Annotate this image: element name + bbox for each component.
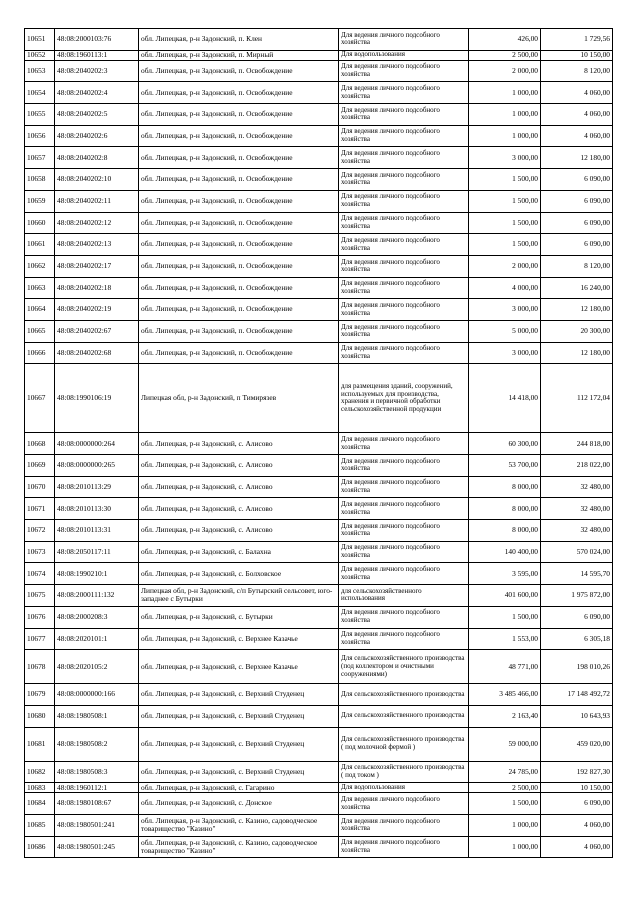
cadastral-cost-cell: 112 172,04 [541,364,613,433]
row-number-cell: 10658 [25,169,55,191]
row-number-cell: 10674 [25,563,55,585]
cadastral-number-cell: 48:08:2010113:31 [55,520,139,542]
address-cell: обл. Липецкая, р-н Задонский, п. Освобождение [139,147,339,169]
area-value-cell: 2 163,40 [469,705,541,727]
cadastral-cost-cell: 4 060,00 [541,104,613,126]
address-cell: Липецкая обл, р-н Задонский, с/п Бутырский сельсовет, юго-западнее с Бутырки [139,585,339,607]
area-value-cell: 2 500,00 [469,50,541,60]
cadastral-number-cell: 48:08:0000000:166 [55,684,139,706]
cadastral-cost-cell: 14 595,70 [541,563,613,585]
row-number-cell: 10677 [25,628,55,650]
permitted-use-cell: Для ведения личного подсобного хозяйства [339,476,469,498]
cadastral-number-cell: 48:08:2040202:8 [55,147,139,169]
address-cell: обл. Липецкая, р-н Задонский, п. Освобождение [139,277,339,299]
area-value-cell: 1 500,00 [469,606,541,628]
table-row [25,650,613,684]
cadastral-number-cell: 48:08:2040202:17 [55,255,139,277]
cadastral-cost-cell: 1 975 872,00 [541,585,613,607]
address-cell: обл. Липецкая, р-н Задонский, п. Мирный [139,50,339,60]
address-cell: обл. Липецкая, р-н Задонский, п. Освобождение [139,342,339,364]
cadastral-cost-cell: 4 060,00 [541,82,613,104]
cadastral-cost-cell: 17 148 492,72 [541,684,613,706]
address-cell: обл. Липецкая, р-н Задонский, п. Освобождение [139,104,339,126]
permitted-use-cell: Для ведения личного подсобного хозяйства [339,814,469,836]
row-number-cell: 10651 [25,29,55,51]
address-cell: обл. Липецкая, р-н Задонский, с. Верхнее Казачье [139,650,339,684]
area-value-cell: 3 000,00 [469,299,541,321]
row-number-cell: 10676 [25,606,55,628]
area-value-cell: 1 500,00 [469,212,541,234]
address-cell: обл. Липецкая, р-н Задонский, с. Алисово [139,455,339,477]
address-cell: обл. Липецкая, р-н Задонский, с. Гагарино [139,783,339,793]
area-value-cell: 1 000,00 [469,82,541,104]
cadastral-number-cell: 48:08:2040202:4 [55,82,139,104]
permitted-use-cell: Для ведения личного подсобного хозяйства [339,255,469,277]
cadastral-number-cell: 48:08:2020101:1 [55,628,139,650]
permitted-use-cell: Для ведения личного подсобного хозяйства [339,628,469,650]
table-row [25,433,613,455]
table-row [25,60,613,82]
permitted-use-cell: Для ведения личного подсобного хозяйства [339,520,469,542]
registry-page [24,28,612,858]
table-row [25,684,613,706]
table-row [25,255,613,277]
address-cell: обл. Липецкая, р-н Задонский, с. Балахна [139,541,339,563]
address-cell: обл. Липецкая, р-н Задонский, п. Освобождение [139,320,339,342]
table-row [25,793,613,815]
permitted-use-cell: Для ведения личного подсобного хозяйства [339,60,469,82]
permitted-use-cell: Для сельскохозяйственного производства [339,705,469,727]
address-cell: обл. Липецкая, р-н Задонский, с. Верхний Студенец [139,684,339,706]
row-number-cell: 10685 [25,814,55,836]
permitted-use-cell: для сельскохозяйственного использования [339,585,469,607]
permitted-use-cell: Для ведения личного подсобного хозяйства [339,563,469,585]
permitted-use-cell: Для ведения личного подсобного хозяйства [339,541,469,563]
cadastral-number-cell: 48:08:2040202:5 [55,104,139,126]
cadastral-cost-cell: 12 180,00 [541,147,613,169]
permitted-use-cell: Для ведения личного подсобного хозяйства [339,104,469,126]
area-value-cell: 8 000,00 [469,520,541,542]
table-row [25,455,613,477]
cadastral-number-cell: 48:08:0000000:265 [55,455,139,477]
row-number-cell: 10680 [25,705,55,727]
address-cell: обл. Липецкая, р-н Задонский, с. Казино, садоводческое товарищество "Казино" [139,836,339,858]
address-cell: обл. Липецкая, р-н Задонский, с. Алисово [139,433,339,455]
permitted-use-cell: Для ведения личного подсобного хозяйства [339,836,469,858]
permitted-use-cell: Для ведения личного подсобного хозяйства [339,29,469,51]
cadastral-cost-cell: 6 090,00 [541,190,613,212]
cadastral-number-cell: 48:08:2020105:2 [55,650,139,684]
table-row [25,29,613,51]
area-value-cell: 8 000,00 [469,498,541,520]
row-number-cell: 10681 [25,727,55,761]
table-row [25,50,613,60]
cadastral-number-cell: 48:08:1960113:1 [55,50,139,60]
address-cell: обл. Липецкая, р-н Задонский, п. Освобождение [139,255,339,277]
row-number-cell: 10661 [25,234,55,256]
table-row [25,783,613,793]
address-cell: обл. Липецкая, р-н Задонский, п. Освобождение [139,299,339,321]
table-row [25,234,613,256]
table-row [25,727,613,761]
address-cell: обл. Липецкая, р-н Задонский, с. Алисово [139,520,339,542]
table-row [25,498,613,520]
row-number-cell: 10684 [25,793,55,815]
cadastral-cost-cell: 20 300,00 [541,320,613,342]
row-number-cell: 10669 [25,455,55,477]
permitted-use-cell: Для ведения личного подсобного хозяйства [339,433,469,455]
area-value-cell: 1 000,00 [469,836,541,858]
table-row [25,836,613,858]
table-row [25,761,613,783]
area-value-cell: 401 600,00 [469,585,541,607]
permitted-use-cell: Для ведения личного подсобного хозяйства [339,190,469,212]
cadastral-cost-cell: 8 120,00 [541,255,613,277]
row-number-cell: 10672 [25,520,55,542]
table-row [25,82,613,104]
area-value-cell: 14 418,00 [469,364,541,433]
row-number-cell: 10663 [25,277,55,299]
row-number-cell: 10682 [25,761,55,783]
permitted-use-cell: Для ведения личного подсобного хозяйства [339,320,469,342]
cadastral-cost-cell: 198 010,26 [541,650,613,684]
permitted-use-cell: Для водопользования [339,50,469,60]
table-row [25,541,613,563]
area-value-cell: 3 000,00 [469,342,541,364]
cadastral-cost-cell: 6 090,00 [541,606,613,628]
table-row [25,299,613,321]
address-cell: обл. Липецкая, р-н Задонский, с. Донское [139,793,339,815]
cadastral-number-cell: 48:08:1960112:1 [55,783,139,793]
table-row [25,705,613,727]
address-cell: обл. Липецкая, р-н Задонский, с. Алисово [139,476,339,498]
table-row [25,147,613,169]
cadastral-cost-cell: 12 180,00 [541,342,613,364]
table-row [25,169,613,191]
table-body [25,29,613,858]
row-number-cell: 10683 [25,783,55,793]
cadastral-cost-cell: 6 090,00 [541,212,613,234]
area-value-cell: 3 595,00 [469,563,541,585]
cadastral-number-cell: 48:08:2000208:3 [55,606,139,628]
row-number-cell: 10660 [25,212,55,234]
area-value-cell: 5 000,00 [469,320,541,342]
cadastral-cost-cell: 192 827,30 [541,761,613,783]
cadastral-cost-cell: 32 480,00 [541,476,613,498]
cadastral-cost-cell: 4 060,00 [541,836,613,858]
table-row [25,585,613,607]
address-cell: Липецкая обл, р-н Задонский, п Тимирязев [139,364,339,433]
cadastral-number-cell: 48:08:2040202:11 [55,190,139,212]
address-cell: обл. Липецкая, р-н Задонский, с. Алисово [139,498,339,520]
row-number-cell: 10670 [25,476,55,498]
area-value-cell: 3 000,00 [469,147,541,169]
cadastral-number-cell: 48:08:2050117:11 [55,541,139,563]
address-cell: обл. Липецкая, р-н Задонский, с. Казино, садоводческое товарищество "Казино" [139,814,339,836]
permitted-use-cell: Для ведения личного подсобного хозяйства [339,125,469,147]
permitted-use-cell: Для сельскохозяйственного производства ( под молочной фермой ) [339,727,469,761]
permitted-use-cell: Для ведения личного подсобного хозяйства [339,455,469,477]
cadastral-number-cell: 48:08:2040202:68 [55,342,139,364]
area-value-cell: 1 500,00 [469,169,541,191]
address-cell: обл. Липецкая, р-н Задонский, с. Болховское [139,563,339,585]
address-cell: обл. Липецкая, р-н Задонский, п. Освобождение [139,190,339,212]
cadastral-cost-cell: 8 120,00 [541,60,613,82]
address-cell: обл. Липецкая, р-н Задонский, п. Освобождение [139,82,339,104]
cadastral-number-cell: 48:08:2040202:67 [55,320,139,342]
table-row [25,320,613,342]
area-value-cell: 1 000,00 [469,125,541,147]
row-number-cell: 10655 [25,104,55,126]
area-value-cell: 60 300,00 [469,433,541,455]
permitted-use-cell: Для ведения личного подсобного хозяйства [339,169,469,191]
cadastral-number-cell: 48:08:1980108:67 [55,793,139,815]
address-cell: обл. Липецкая, р-н Задонский, п. Освобождение [139,212,339,234]
row-number-cell: 10657 [25,147,55,169]
row-number-cell: 10667 [25,364,55,433]
area-value-cell: 1 553,00 [469,628,541,650]
row-number-cell: 10662 [25,255,55,277]
cadastral-cost-cell: 6 090,00 [541,793,613,815]
cadastral-cost-cell: 32 480,00 [541,498,613,520]
permitted-use-cell: для размещения зданий, сооружений, используемых для производства, хранения и первичной обработки сельскохозяйственной продукции [339,364,469,433]
cadastral-number-cell: 48:08:1990210:1 [55,563,139,585]
cadastral-number-cell: 48:08:2000111:132 [55,585,139,607]
cadastral-number-cell: 48:08:2040202:10 [55,169,139,191]
table-row [25,104,613,126]
cadastral-number-cell: 48:08:1990106:19 [55,364,139,433]
area-value-cell: 24 785,00 [469,761,541,783]
row-number-cell: 10668 [25,433,55,455]
row-number-cell: 10678 [25,650,55,684]
address-cell: обл. Липецкая, р-н Задонский, с. Верхний Студенец [139,727,339,761]
area-value-cell: 59 000,00 [469,727,541,761]
land-registry-table [24,28,613,858]
permitted-use-cell: Для водопользования [339,783,469,793]
cadastral-number-cell: 48:08:2010113:29 [55,476,139,498]
table-row [25,277,613,299]
area-value-cell: 2 000,00 [469,255,541,277]
address-cell: обл. Липецкая, р-н Задонский, с. Бутырки [139,606,339,628]
cadastral-number-cell: 48:08:1980508:3 [55,761,139,783]
address-cell: обл. Липецкая, р-н Задонский, п. Освобождение [139,125,339,147]
cadastral-cost-cell: 6 090,00 [541,169,613,191]
permitted-use-cell: Для ведения личного подсобного хозяйства [339,793,469,815]
address-cell: обл. Липецкая, р-н Задонский, п. Освобождение [139,234,339,256]
row-number-cell: 10659 [25,190,55,212]
row-number-cell: 10675 [25,585,55,607]
permitted-use-cell: Для ведения личного подсобного хозяйства [339,498,469,520]
permitted-use-cell: Для ведения личного подсобного хозяйства [339,212,469,234]
cadastral-cost-cell: 10 150,00 [541,783,613,793]
row-number-cell: 10673 [25,541,55,563]
permitted-use-cell: Для ведения личного подсобного хозяйства [339,277,469,299]
cadastral-cost-cell: 4 060,00 [541,814,613,836]
row-number-cell: 10653 [25,60,55,82]
row-number-cell: 10665 [25,320,55,342]
table-row [25,212,613,234]
cadastral-cost-cell: 32 480,00 [541,520,613,542]
address-cell: обл. Липецкая, р-н Задонский, с. Верхний Студенец [139,761,339,783]
area-value-cell: 426,00 [469,29,541,51]
cadastral-cost-cell: 6 090,00 [541,234,613,256]
cadastral-cost-cell: 12 180,00 [541,299,613,321]
cadastral-number-cell: 48:08:2040202:18 [55,277,139,299]
cadastral-number-cell: 48:08:1980501:241 [55,814,139,836]
area-value-cell: 1 500,00 [469,190,541,212]
row-number-cell: 10652 [25,50,55,60]
area-value-cell: 1 500,00 [469,793,541,815]
row-number-cell: 10671 [25,498,55,520]
address-cell: обл. Липецкая, р-н Задонский, п. Клен [139,29,339,51]
area-value-cell: 2 000,00 [469,60,541,82]
permitted-use-cell: Для сельскохозяйственного производства (под коллектором и очистными сооружениями) [339,650,469,684]
table-row [25,628,613,650]
row-number-cell: 10654 [25,82,55,104]
cadastral-cost-cell: 6 305,18 [541,628,613,650]
cadastral-number-cell: 48:08:2040202:6 [55,125,139,147]
area-value-cell: 4 000,00 [469,277,541,299]
permitted-use-cell: Для ведения личного подсобного хозяйства [339,234,469,256]
address-cell: обл. Липецкая, р-н Задонский, с. Верхнее Казачье [139,628,339,650]
table-row [25,814,613,836]
cadastral-cost-cell: 16 240,00 [541,277,613,299]
cadastral-number-cell: 48:08:2000103:76 [55,29,139,51]
area-value-cell: 3 485 466,00 [469,684,541,706]
table-row [25,520,613,542]
area-value-cell: 53 700,00 [469,455,541,477]
cadastral-number-cell: 48:08:2040202:3 [55,60,139,82]
area-value-cell: 1 000,00 [469,814,541,836]
row-number-cell: 10656 [25,125,55,147]
cadastral-cost-cell: 1 729,56 [541,29,613,51]
cadastral-number-cell: 48:08:2040202:19 [55,299,139,321]
table-row [25,125,613,147]
table-row [25,342,613,364]
area-value-cell: 1 000,00 [469,104,541,126]
cadastral-cost-cell: 218 022,00 [541,455,613,477]
cadastral-cost-cell: 570 024,00 [541,541,613,563]
cadastral-number-cell: 48:08:2040202:12 [55,212,139,234]
row-number-cell: 10664 [25,299,55,321]
cadastral-cost-cell: 244 818,00 [541,433,613,455]
cadastral-cost-cell: 10 643,93 [541,705,613,727]
cadastral-cost-cell: 10 150,00 [541,50,613,60]
cadastral-cost-cell: 459 020,00 [541,727,613,761]
table-row [25,606,613,628]
permitted-use-cell: Для сельскохозяйственного производства [339,684,469,706]
row-number-cell: 10666 [25,342,55,364]
table-row [25,364,613,433]
address-cell: обл. Липецкая, р-н Задонский, с. Верхний Студенец [139,705,339,727]
row-number-cell: 10686 [25,836,55,858]
cadastral-number-cell: 48:08:1980508:2 [55,727,139,761]
area-value-cell: 140 400,00 [469,541,541,563]
area-value-cell: 8 000,00 [469,476,541,498]
area-value-cell: 1 500,00 [469,234,541,256]
permitted-use-cell: Для ведения личного подсобного хозяйства [339,147,469,169]
permitted-use-cell: Для ведения личного подсобного хозяйства [339,342,469,364]
cadastral-number-cell: 48:08:2040202:13 [55,234,139,256]
cadastral-number-cell: 48:08:1980501:245 [55,836,139,858]
permitted-use-cell: Для ведения личного подсобного хозяйства [339,299,469,321]
table-row [25,563,613,585]
row-number-cell: 10679 [25,684,55,706]
area-value-cell: 48 771,00 [469,650,541,684]
address-cell: обл. Липецкая, р-н Задонский, п. Освобождение [139,60,339,82]
cadastral-cost-cell: 4 060,00 [541,125,613,147]
permitted-use-cell: Для сельскохозяйственного производства ( под током ) [339,761,469,783]
table-row [25,476,613,498]
cadastral-number-cell: 48:08:0000000:264 [55,433,139,455]
cadastral-number-cell: 48:08:1980508:1 [55,705,139,727]
permitted-use-cell: Для ведения личного подсобного хозяйства [339,82,469,104]
table-row [25,190,613,212]
permitted-use-cell: Для ведения личного подсобного хозяйства [339,606,469,628]
cadastral-number-cell: 48:08:2010113:30 [55,498,139,520]
area-value-cell: 2 500,00 [469,783,541,793]
address-cell: обл. Липецкая, р-н Задонский, п. Освобождение [139,169,339,191]
